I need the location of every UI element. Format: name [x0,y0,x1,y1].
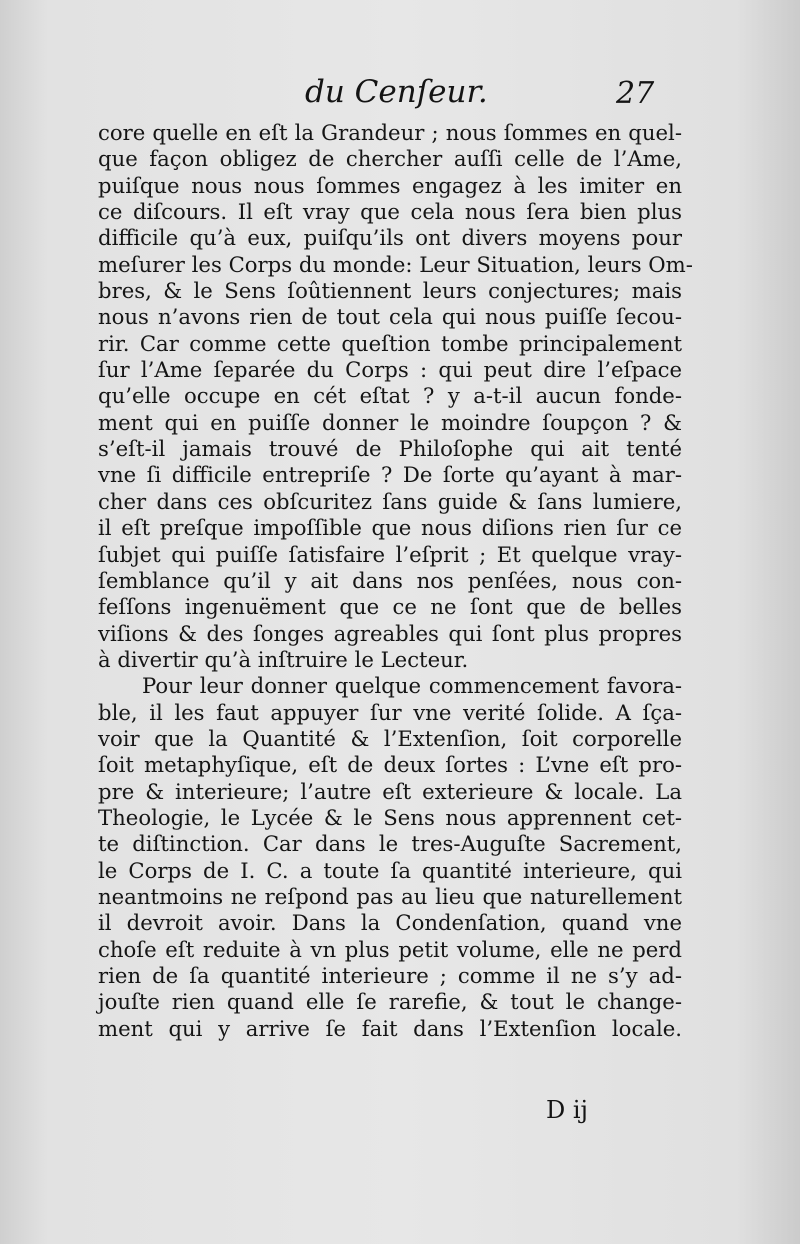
text-line: s’eſt-il jamais trouvé de Philoſophe qui ait tenté [98,436,682,462]
text-line: ſoit metaphyſique, eſt de deux ſortes : L’vne eſt pro- [98,752,682,778]
text-line: ment qui y arrive ſe fait dans l’Extenſion locale. [98,1015,682,1041]
text-line: il eſt preſque impoſſible que nous diſions rien ſur ce [98,515,682,541]
page-number: 27 [616,76,655,111]
text-line: te diſtinction. Car dans le tres-Auguſte Sacrement, [98,831,682,857]
text-line: feſſons ingenuëment que ce ne ſont que de belles [98,594,682,620]
paragraph-start-line: Pour leur donner quelque commencement favora- [142,673,682,699]
text-line: neantmoins ne reſpond pas au lieu que naturellement [98,883,682,909]
text-line: il devroit avoir. Dans la Condenſation, quand vne [98,910,682,936]
signature-mark: D ij [546,1096,588,1124]
text-line: voir que la Quantité & l’Extenſion, ſoit corporelle [98,725,682,751]
text-line: ſubjet qui puiſſe ſatisfaire l’eſprit ; Et quelque vray- [98,541,682,567]
text-line: vne ſi difficile entrepriſe ? De ſorte qu’ayant à mar- [98,462,682,488]
text-line: nous n’avons rien de tout cela qui nous puiſſe ſecou- [98,304,682,330]
text-line: difficile qu’à eux, puiſqu’ils ont divers moyens pour [98,225,682,251]
text-line: ment qui en puiſſe donner le moindre ſoupçon ? & [98,409,682,435]
text-line: qu’elle occupe en cét eſtat ? y a-t-il aucun fonde- [98,383,682,409]
running-head: du Cenſeur. [305,74,488,110]
text-line: core quelle en eſt la Grandeur ; nous ſommes en quel- [98,120,682,145]
text-line: rir. Car comme cette queſtion tombe principalement [98,330,682,356]
text-line: meſurer les Corps du monde: Leur Situation, leurs Om- [98,251,693,277]
text-line: ble, il les faut appuyer ſur vne verité ſolide. A ſça- [98,699,682,725]
text-line: Theologie, le Lycée & le Sens nous apprennent cet- [98,804,682,830]
text-line: le Corps de I. C. a toute ſa quantité interieure, qui [98,857,682,883]
text-line: rien de ſa quantité interieure ; comme il ne s’y ad- [98,963,682,988]
text-line: jouſte rien quand elle ſe rarefie, & tout le change- [98,989,682,1015]
paragraph-end-line: à divertir qu’à inſtruire le Lecteur. [98,646,469,672]
text-line: ſemblance qu’il y ait dans nos penſées, nous con- [98,567,682,593]
text-line: viſions & des ſonges agreables qui ſont plus propres [98,620,682,646]
text-line: puiſque nous nous ſommes engagez à les imiter en [98,172,682,198]
text-line: ce diſcours. Il eſt vray que cela nous ſera bien plus [98,199,682,225]
text-line: cher dans ces obſcuritez ſans guide & ſans lumiere, [98,488,682,514]
page-header [0,74,800,124]
text-line: ſur l’Ame ſeparée du Corps : qui peut dire l’eſpace [98,357,682,383]
body-text [98,120,693,1042]
text-line: bres, & le Sens ſoûtiennent leurs conjectures; mais [98,278,682,304]
text-line: pre & interieure; l’autre eſt exterieure & locale. La [98,778,682,804]
text-line: choſe eſt reduite à vn plus petit volume, elle ne perd [98,936,682,962]
text-line: que façon obligez de chercher auſſi celle de l’Ame, [98,146,682,172]
